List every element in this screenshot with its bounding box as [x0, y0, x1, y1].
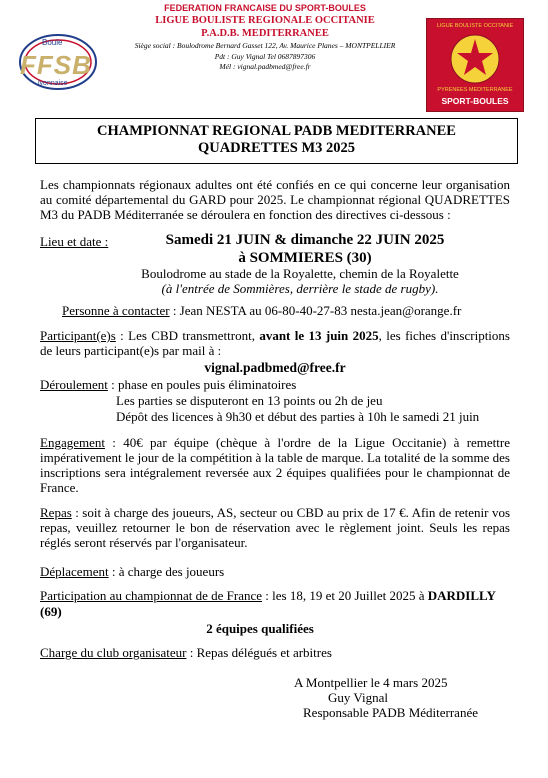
email-address[interactable]: vignal.padbmed@free.fr — [204, 360, 346, 375]
event-address: Boulodrome au stade de la Royalette, chemin de la Royalette — [141, 266, 459, 281]
event-city: à SOMMIERES (30) — [238, 250, 372, 266]
championship-dept: (69) — [40, 604, 62, 619]
intro-paragraph: Les championnats régionaux adultes ont été confiés en ce qui concerne leur organisation au comité départemental du GARD pour 2025. Le championnat régional QUADRETTES M3 du PADB Méditerranée se déroulera en fonction des directives ci-dessous : — [40, 177, 510, 222]
signature-role: Responsable PADB Méditerranée — [303, 705, 478, 720]
participation-line: Participation au championnat de de France : les 18, 19 et 20 Juillet 2025 à DARDILLY — [40, 588, 496, 603]
charge-label: Charge du club organisateur — [40, 645, 187, 660]
lieu-label: Lieu et date : — [40, 234, 109, 249]
repas-paragraph: Repas : soit à charge des joueurs, AS, secteur ou CBD au prix de 17 €. Afin de retenir vos repas, veuillez retourner le bon de réservation avec le règlement joint. Seuls les repas réglés seront réservés par l'organisateur. — [40, 505, 510, 550]
repas-label: Repas — [40, 505, 72, 520]
engagement-label: Engagement — [40, 435, 105, 450]
contact-label: Personne à contacter — [62, 303, 170, 318]
federation-name: FEDERATION FRANCAISE DU SPORT-BOULES — [164, 3, 366, 13]
qualified-teams: 2 équipes qualifiées — [206, 621, 314, 636]
signature-name: Guy Vignal — [328, 690, 389, 705]
participants-label: Participant(e)s — [40, 328, 116, 343]
title-line-2: QUADRETTES M3 2025 — [197, 140, 356, 156]
contact-line — [62, 303, 512, 318]
contact-value: : Jean NESTA au 06-80-40-27-83 nesta.jean@orange.fr — [169, 303, 462, 318]
participants-paragraph: Participant(e)s : Les CBD transmettront, avant le 13 juin 2025, les fiches d'inscriptions de leurs participant(e)s par mail à : — [40, 328, 510, 358]
ffsb-logo: Boule FFSB lyonnaise — [12, 32, 104, 92]
charge-line: Charge du club organisateur : Repas délégués et arbitres — [40, 645, 332, 660]
title-box — [35, 118, 518, 164]
deroulement-line-3: Dépôt des licences à 9h30 et début des parties à 10h le samedi 21 juin — [116, 409, 480, 424]
sport-boules-logo: LIGUE BOULISTE OCCITANIE PYRENEES MEDITERRANEE SPORT-BOULES — [426, 18, 524, 112]
league-name: LIGUE BOULISTE REGIONALE OCCITANIE — [155, 15, 375, 26]
deplacement-label: Déplacement — [40, 564, 109, 579]
participation-label: Participation au championnat de de France — [40, 588, 263, 603]
president-contact: Pdt : Guy Vignal Tel 0687897306 — [214, 52, 316, 61]
title-line-1: CHAMPIONNAT REGIONAL PADB MEDITERRANEE — [97, 123, 456, 139]
mel-contact: Mél : vignal.padbmed@free.fr — [219, 62, 311, 71]
deadline: avant le 13 juin 2025 — [259, 328, 379, 343]
event-dates: Samedi 21 JUIN & dimanche 22 JUIN 2025 — [165, 232, 445, 248]
siege-social: Siège social : Boulodrome Bernard Gasset 122, Av. Maurice Planes – MONTPELLIER — [134, 41, 396, 50]
deroulement-line-1: Déroulement : phase en poules puis éliminatoires — [40, 377, 297, 392]
deplacement-line: Déplacement : à charge des joueurs — [40, 564, 225, 579]
deroulement-line-2: Les parties se disputeront en 13 points ou 2h de jeu — [116, 393, 383, 408]
padb-name: P.A.D.B. MEDITERRANEE — [201, 28, 329, 39]
signature-place-date: A Montpellier le 4 mars 2025 — [294, 675, 448, 690]
championship-city: DARDILLY — [427, 588, 496, 603]
deroulement-label: Déroulement — [40, 377, 108, 392]
engagement-paragraph: Engagement : 40€ par équipe (chèque à l'ordre de la Ligue Occitanie) à remettre impérativement le jour de la compétition à la table de marque. La totalité de la somme des inscriptions sera intégralement reversée aux 2 équipes qualifiées pour le championnat de France. — [40, 435, 510, 495]
event-address-note: (à l'entrée de Sommières, derrière le stade de rugby). — [161, 281, 439, 296]
